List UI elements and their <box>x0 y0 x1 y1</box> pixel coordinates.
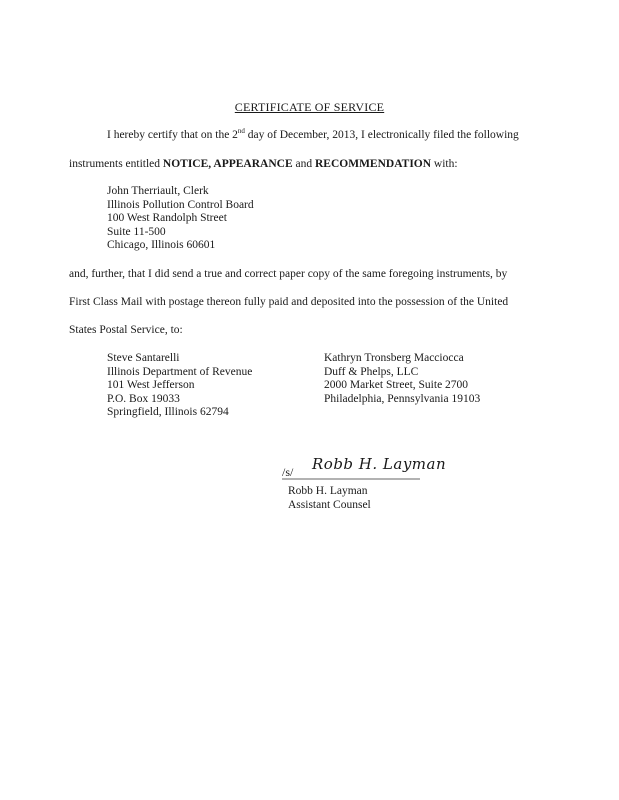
recipient-left-line: Springfield, Illinois 62794 <box>107 406 229 418</box>
signer-role: Assistant Counsel <box>288 499 371 511</box>
certification-paragraph <box>107 128 519 142</box>
service-paragraph-line-3: States Postal Service, to: <box>69 324 183 336</box>
recipient-left-line: Illinois Department of Revenue <box>107 365 253 378</box>
recipient-address-right <box>324 351 480 405</box>
recipient-right-line: Philadelphia, Pennsylvania 19103 <box>324 392 481 405</box>
clerk-address-line: Suite 11-500 <box>107 225 166 238</box>
recipient-left-line: 101 West Jefferson <box>107 379 195 391</box>
ordinal-suffix: nd <box>237 127 245 135</box>
recipient-right-line: Duff & Phelps, LLC <box>324 365 419 378</box>
signer-name: Robb H. Layman <box>288 485 368 497</box>
instruments-text-end: with: <box>431 158 458 170</box>
handwritten-signature: Robb H. Layman <box>312 455 447 473</box>
instruments-and: and <box>292 158 315 170</box>
service-paragraph-line-1: and, further, that I did send a true and correct paper copy of the same foregoing instruments, by <box>69 268 508 280</box>
instrument-names-2: RECOMMENDATION <box>314 158 432 170</box>
instruments-paragraph <box>69 157 458 171</box>
certification-text-end: day of December, 2013, I electronically filed the following <box>244 129 519 141</box>
document-title: CERTIFICATE OF SERVICE <box>234 100 385 114</box>
clerk-address-line: John Therriault, Clerk <box>107 185 209 197</box>
clerk-address-block <box>107 184 254 252</box>
recipient-left-line: Steve Santarelli <box>107 352 180 364</box>
recipient-left-line: P.O. Box 19033 <box>107 392 180 405</box>
certification-text-start: I hereby certify that on the 2 <box>107 129 238 141</box>
clerk-address-line: 100 West Randolph Street <box>107 212 227 224</box>
signer-block <box>288 484 371 512</box>
clerk-address-line: Illinois Pollution Control Board <box>107 198 254 211</box>
recipient-right-line: 2000 Market Street, Suite 2700 <box>324 379 469 391</box>
service-paragraph-line-2: First Class Mail with postage thereon fully paid and deposited into the possession of the United <box>69 296 509 308</box>
clerk-address-line: Chicago, Illinois 60601 <box>107 239 216 251</box>
signature-prefix: /s/ <box>282 465 294 479</box>
instruments-text-start: instruments entitled <box>69 158 163 170</box>
recipient-address-left <box>107 351 252 419</box>
instrument-names-1: NOTICE, APPEARANCE <box>162 158 293 170</box>
recipient-right-line: Kathryn Tronsberg Macciocca <box>324 352 464 364</box>
